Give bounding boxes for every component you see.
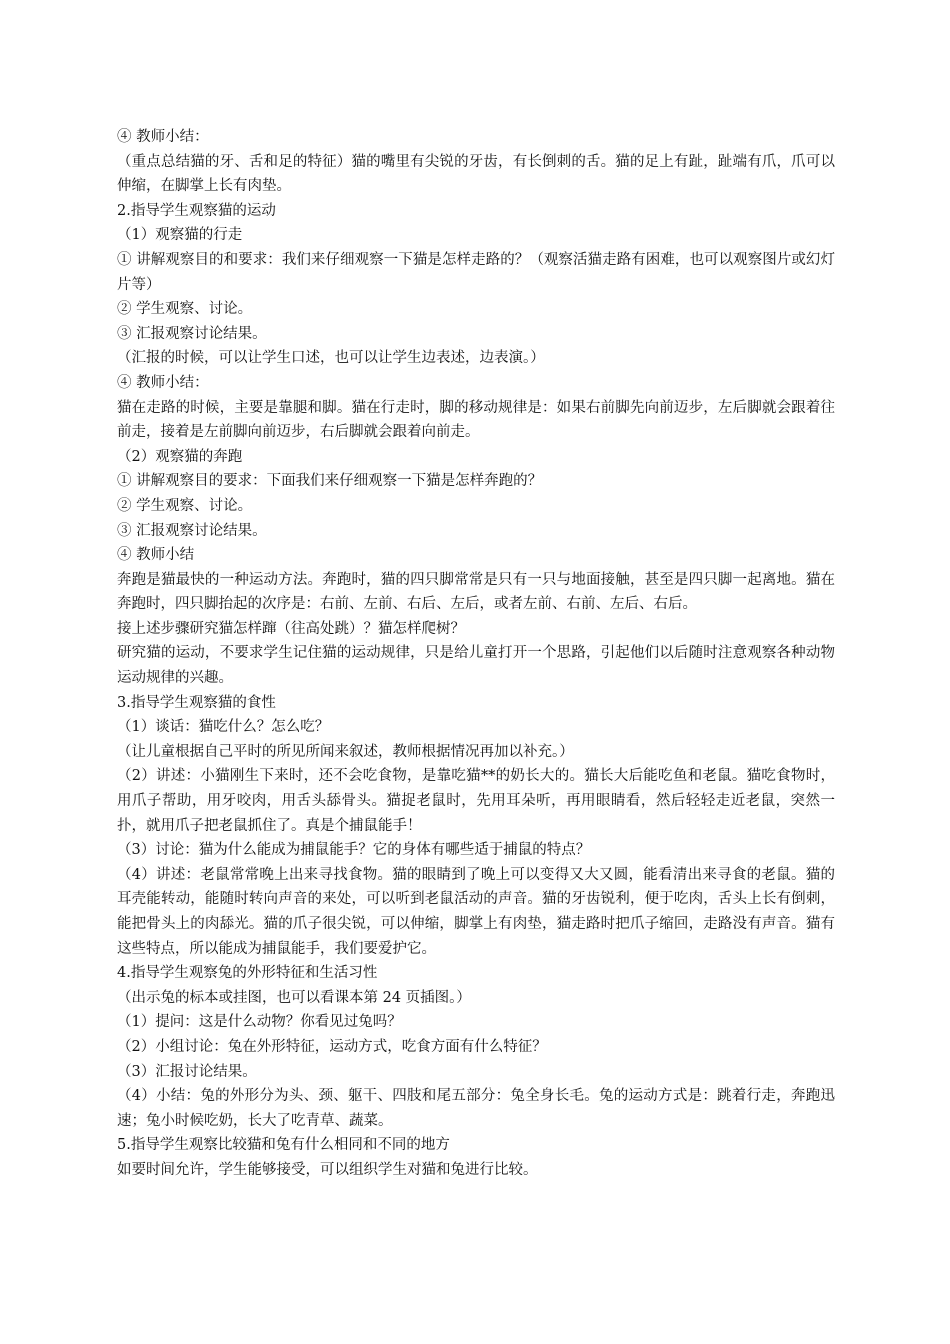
subsection-heading: （2）观察猫的奔跑 <box>117 448 243 465</box>
note: （汇报的时候，可以让学生口述，也可以让学生边表述，边表演。） <box>117 350 545 367</box>
step-item: （1）提问：这是什么动物？你看见过兔吗？ <box>117 1014 402 1031</box>
paragraph: 如要时间允许，学生能够接受，可以组织学生对猫和兔进行比较。 <box>117 1161 538 1178</box>
section-heading: 4.指导学生观察兔的外形特征和生活习性 <box>117 965 378 982</box>
summary-heading: ④ 教师小结 <box>117 547 195 564</box>
note: （让儿童根据自己平时的所见所闻来叙述，教师根据情况再加以补充。） <box>117 743 574 760</box>
section-heading: 5.指导学生观察比较猫和兔有什么相同和不同的地方 <box>117 1137 450 1154</box>
summary-heading: ④ 教师小结： <box>117 374 209 391</box>
paragraph: 研究猫的运动，不要求学生记住猫的运动规律，只是给儿童打开一个思路，引起他们以后随时注意观察各种动物运动规律的兴趣。 <box>117 645 835 687</box>
step-item: ③ 汇报观察讨论结果。 <box>117 325 267 342</box>
document-body <box>117 125 835 1183</box>
step-item: ① 讲解观察目的要求：下面我们来仔细观察一下猫是怎样奔跑的？ <box>117 473 543 490</box>
section-heading: 3.指导学生观察猫的食性 <box>117 694 276 711</box>
section-heading: 2.指导学生观察猫的运动 <box>117 202 276 219</box>
step-item: （1）谈话：猫吃什么？怎么吃？ <box>117 719 330 736</box>
step-item: （3）讨论：猫为什么能成为捕鼠能手？它的身体有哪些适于捕鼠的特点？ <box>117 842 591 859</box>
step-item: （3）汇报讨论结果。 <box>117 1063 257 1080</box>
summary-heading: ④ 教师小结： <box>117 129 209 145</box>
step-item: ③ 汇报观察讨论结果。 <box>117 522 267 539</box>
step-item: （2）小组讨论：兔在外形特征，运动方式，吃食方面有什么特征？ <box>117 1038 547 1055</box>
step-item: ② 学生观察、讨论。 <box>117 301 253 318</box>
step-item: ① 讲解观察目的和要求：我们来仔细观察一下猫是怎样走路的？（观察活猫走路有困难，也可以观察图片或幻灯片等） <box>117 251 835 293</box>
step-item: ② 学生观察、讨论。 <box>117 497 253 514</box>
paragraph: 猫在走路的时候，主要是靠腿和脚。猫在行走时，脚的移动规律是：如果右前脚先向前迈步，左后脚就会跟着往前走，接着是左前脚向前迈步，右后脚就会跟着向前走。 <box>117 399 835 441</box>
step-item: （2）讲述：小猫刚生下来时，还不会吃食物，是靠吃猫**的奶长大的。猫长大后能吃鱼和老鼠。猫吃食物时，用爪子帮助，用牙咬肉，用舌头舔骨头。猫捉老鼠时，先用耳朵听，再用眼睛看，然后轻轻走近老鼠，突然一扑，就用爪子把老鼠抓住了。真是个捕鼠能手！ <box>117 768 835 834</box>
paragraph: （重点总结猫的牙、舌和足的特征）猫的嘴里有尖锐的牙齿，有长倒刺的舌。猫的足上有趾，趾端有爪，爪可以伸缩，在脚掌上长有肉垫。 <box>117 153 835 195</box>
subsection-heading: （1）观察猫的行走 <box>117 227 243 244</box>
paragraph: 奔跑是猫最快的一种运动方法。奔跑时，猫的四只脚常常是只有一只与地面接触，甚至是四只脚一起离地。猫在奔跑时，四只脚抬起的次序是：右前、左前、右后、左后，或者左前、右前、左后、右后。 <box>117 571 835 613</box>
paragraph: 接上述步骤研究猫怎样蹿（往高处跳）？猫怎样爬树？ <box>117 620 465 637</box>
step-item: （4）讲述：老鼠常常晚上出来寻找食物。猫的眼睛到了晚上可以变得又大又圆，能看清出来寻食的老鼠。猫的耳壳能转动，能随时转向声音的来处，可以听到老鼠活动的声音。猫的牙齿锐利，便于吃肉，舌头上长有倒刺，能把骨头上的肉舔光。猫的爪子很尖锐，可以伸缩，脚掌上有肉垫，猫走路时把爪子缩回，走路没有声音。猫有这些特点，所以能成为捕鼠能手，我们要爱护它。 <box>117 866 835 957</box>
step-item: （4）小结：兔的外形分为头、颈、躯干、四肢和尾五部分：兔全身长毛。兔的运动方式是：跳着行走，奔跑迅速；兔小时候吃奶，长大了吃青草、蔬菜。 <box>117 1088 835 1129</box>
note: （出示兔的标本或挂图，也可以看课本第 24 页插图。） <box>117 989 471 1006</box>
